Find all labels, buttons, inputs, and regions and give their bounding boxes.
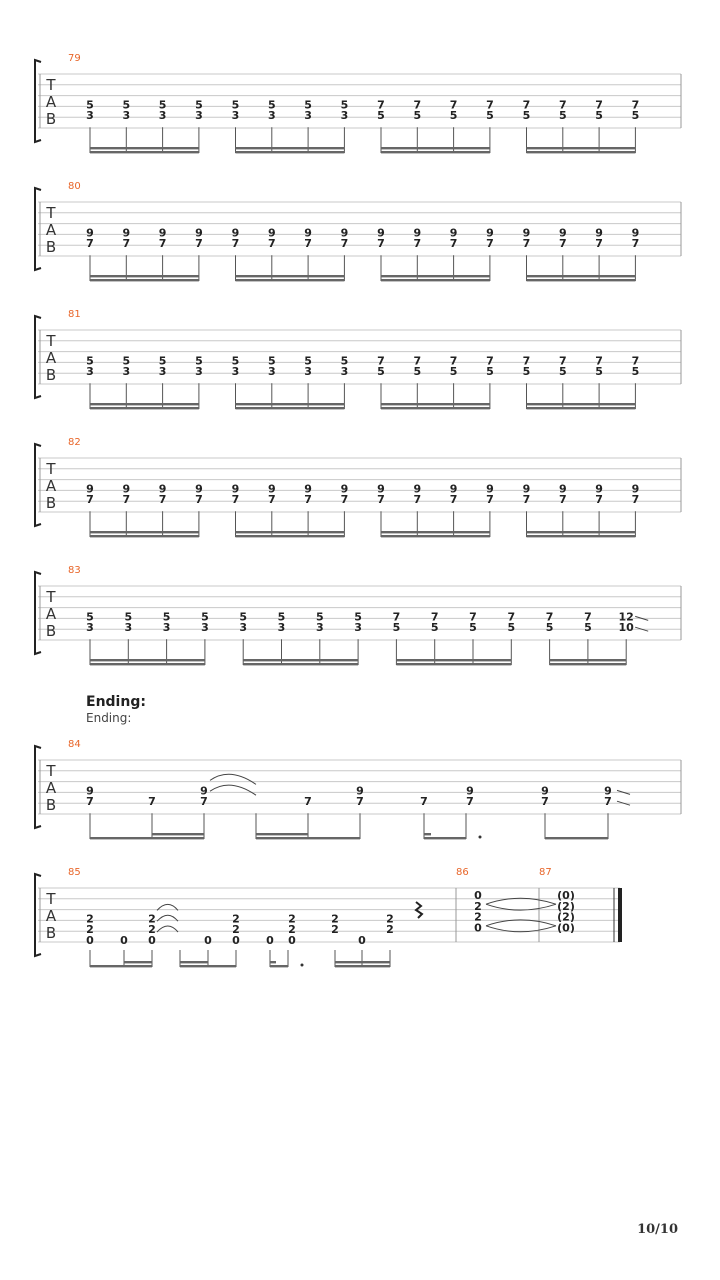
fret-number: 7 bbox=[158, 237, 167, 251]
fret-number: 7 bbox=[545, 610, 554, 624]
measure-number: 85 bbox=[68, 867, 81, 878]
fret-number: 7 bbox=[522, 237, 531, 251]
beam bbox=[124, 961, 152, 963]
beam bbox=[90, 147, 199, 149]
fret-number: (2) bbox=[557, 899, 575, 913]
fret-number: 9 bbox=[267, 482, 276, 496]
fret-number: 5 bbox=[631, 109, 640, 123]
fret-number: 7 bbox=[356, 795, 364, 809]
beam bbox=[243, 663, 358, 665]
fret-number: 5 bbox=[558, 365, 567, 379]
fret-number: 7 bbox=[122, 493, 131, 507]
fret-number: 5 bbox=[486, 109, 494, 123]
beam bbox=[90, 279, 199, 281]
fret-number: 3 bbox=[267, 109, 276, 123]
fret-number: 9 bbox=[356, 784, 364, 798]
fret-number: 3 bbox=[231, 109, 240, 123]
fret-number: 9 bbox=[595, 482, 603, 496]
fret-number: 12 bbox=[618, 610, 634, 624]
fret-number: 3 bbox=[304, 109, 312, 123]
fret-number: 2 bbox=[288, 923, 296, 937]
fret-number: 0 bbox=[148, 934, 156, 947]
fret-number: 10 bbox=[618, 621, 634, 635]
fret-number: 0 bbox=[204, 934, 212, 947]
fret-number: (0) bbox=[557, 889, 575, 902]
fret-number: 2 bbox=[331, 912, 339, 926]
fret-number: 5 bbox=[201, 610, 209, 624]
fret-number: 9 bbox=[195, 226, 203, 240]
fret-number: 7 bbox=[631, 354, 640, 368]
fret-number: 3 bbox=[162, 621, 171, 635]
measure-number: 80 bbox=[68, 181, 81, 192]
fret-number: 7 bbox=[195, 493, 203, 507]
tab-letter-t: T bbox=[46, 890, 56, 908]
fret-number: 0 bbox=[474, 921, 482, 935]
fret-number: 7 bbox=[413, 237, 422, 251]
beam bbox=[527, 407, 636, 409]
beam bbox=[381, 279, 490, 281]
beam bbox=[90, 837, 204, 839]
fret-number: 5 bbox=[449, 109, 458, 123]
fret-number: 5 bbox=[162, 610, 171, 624]
beam bbox=[396, 663, 511, 665]
fret-number: 5 bbox=[158, 98, 167, 112]
beam bbox=[180, 965, 236, 967]
tab-letter-a: A bbox=[45, 907, 57, 925]
beam bbox=[424, 833, 431, 835]
fret-number: 3 bbox=[195, 109, 203, 123]
fret-number: 7 bbox=[449, 354, 458, 368]
fret-number: 5 bbox=[631, 365, 640, 379]
fret-number: 7 bbox=[231, 237, 240, 251]
beam bbox=[527, 275, 636, 277]
fret-number: 5 bbox=[413, 109, 422, 123]
beam bbox=[550, 659, 627, 661]
beam bbox=[545, 837, 608, 839]
fret-number: 7 bbox=[267, 493, 276, 507]
beam bbox=[236, 531, 345, 533]
fret-number: 7 bbox=[558, 493, 567, 507]
fret-number: 9 bbox=[413, 226, 422, 240]
beam bbox=[381, 403, 490, 405]
fret-number: 7 bbox=[158, 493, 167, 507]
fret-number: 7 bbox=[466, 795, 474, 809]
beam bbox=[270, 965, 288, 967]
fret-number: 7 bbox=[86, 795, 94, 809]
fret-number: 7 bbox=[631, 237, 640, 251]
beam bbox=[527, 535, 636, 537]
fret-number: 7 bbox=[304, 795, 312, 809]
tab-letter-a: A bbox=[45, 349, 57, 367]
fret-number: 9 bbox=[413, 482, 422, 496]
fret-number: 5 bbox=[486, 365, 494, 379]
fret-number: 7 bbox=[507, 610, 516, 624]
section-title: Ending: bbox=[86, 694, 146, 710]
fret-number: 3 bbox=[86, 621, 94, 635]
measure-number: 82 bbox=[68, 437, 81, 448]
fret-number: 5 bbox=[231, 98, 240, 112]
fret-number: 3 bbox=[304, 365, 312, 379]
fret-number: 7 bbox=[595, 237, 603, 251]
fret-number: 2 bbox=[232, 912, 240, 926]
fret-number: 5 bbox=[377, 365, 385, 379]
beam bbox=[90, 151, 199, 153]
measure-number: 79 bbox=[68, 53, 81, 64]
tab-letter-b: B bbox=[45, 796, 57, 814]
fret-number: 7 bbox=[522, 354, 531, 368]
fret-number: 5 bbox=[449, 365, 458, 379]
tab-letter-a: A bbox=[45, 93, 57, 111]
tab-letter-b: B bbox=[45, 238, 57, 256]
measure-number: 84 bbox=[68, 739, 81, 750]
beam bbox=[243, 659, 358, 661]
fret-number: 7 bbox=[86, 493, 94, 507]
beam bbox=[527, 151, 636, 153]
fret-number: 7 bbox=[449, 98, 458, 112]
beam bbox=[236, 403, 345, 405]
fret-number: 5 bbox=[469, 621, 477, 635]
fret-number: 7 bbox=[304, 237, 312, 251]
fret-number: 7 bbox=[392, 610, 401, 624]
tab-letter-t: T bbox=[46, 588, 56, 606]
fret-number: 5 bbox=[124, 610, 133, 624]
beam bbox=[527, 403, 636, 405]
tab-letter-a: A bbox=[45, 779, 57, 797]
fret-number: 0 bbox=[474, 889, 482, 902]
fret-number: 7 bbox=[377, 237, 385, 251]
fret-number: 3 bbox=[340, 365, 349, 379]
fret-number: 5 bbox=[340, 354, 349, 368]
fret-number: 9 bbox=[122, 482, 131, 496]
fret-number: 7 bbox=[631, 98, 640, 112]
beam bbox=[381, 151, 490, 153]
beam bbox=[256, 833, 308, 835]
measure-number: 81 bbox=[68, 309, 81, 320]
measure-number: 87 bbox=[539, 867, 552, 878]
tab-letter-b: B bbox=[45, 622, 57, 640]
fret-number: 9 bbox=[304, 482, 312, 496]
fret-number: 9 bbox=[231, 226, 240, 240]
beam bbox=[381, 407, 490, 409]
fret-number: 0 bbox=[266, 934, 274, 947]
fret-number: 9 bbox=[595, 226, 603, 240]
beam bbox=[90, 663, 205, 665]
beam bbox=[335, 961, 390, 963]
fret-number: 7 bbox=[631, 493, 640, 507]
fret-number: 5 bbox=[413, 365, 422, 379]
fret-number: 3 bbox=[195, 365, 203, 379]
fret-number: 9 bbox=[86, 226, 94, 240]
fret-number: 5 bbox=[507, 621, 516, 635]
fret-number: 3 bbox=[239, 621, 248, 635]
fret-number: 5 bbox=[267, 354, 276, 368]
fret-number: 5 bbox=[195, 98, 203, 112]
fret-number: 2 bbox=[331, 923, 339, 937]
fret-number: 0 bbox=[232, 934, 240, 947]
fret-number: 9 bbox=[631, 226, 640, 240]
fret-number: 9 bbox=[558, 482, 567, 496]
measure-number: 86 bbox=[456, 867, 469, 878]
fret-number: 5 bbox=[122, 354, 131, 368]
fret-number: 7 bbox=[304, 493, 312, 507]
beam bbox=[335, 965, 390, 967]
dot bbox=[479, 836, 482, 839]
fret-number: 9 bbox=[604, 784, 612, 798]
fret-number: 7 bbox=[486, 98, 494, 112]
beam bbox=[236, 535, 345, 537]
beam bbox=[256, 837, 360, 839]
fret-number: 5 bbox=[231, 354, 240, 368]
fret-number: 7 bbox=[449, 493, 458, 507]
fret-number: 5 bbox=[304, 354, 312, 368]
fret-number: 5 bbox=[595, 109, 603, 123]
fret-number: 5 bbox=[304, 98, 312, 112]
fret-number: 5 bbox=[595, 365, 603, 379]
fret-number: 9 bbox=[541, 784, 549, 798]
fret-number: 7 bbox=[595, 493, 603, 507]
fret-number: 9 bbox=[631, 482, 640, 496]
fret-number: 2 bbox=[386, 912, 394, 926]
fret-number: 3 bbox=[201, 621, 209, 635]
tab-letter-b: B bbox=[45, 494, 57, 512]
beam bbox=[527, 147, 636, 149]
tie-arc bbox=[210, 785, 256, 795]
dot bbox=[301, 964, 304, 967]
fret-number: 7 bbox=[584, 610, 592, 624]
tab-letter-b: B bbox=[45, 366, 57, 384]
fret-number: 5 bbox=[558, 109, 567, 123]
fret-number: 9 bbox=[466, 784, 474, 798]
fret-number: 7 bbox=[558, 98, 567, 112]
fret-number: 7 bbox=[122, 237, 131, 251]
fret-number: 9 bbox=[195, 482, 203, 496]
fret-number: 5 bbox=[86, 610, 94, 624]
fret-number: 7 bbox=[430, 610, 439, 624]
fret-number: 7 bbox=[469, 610, 477, 624]
fret-number: 2 bbox=[474, 910, 482, 924]
fret-number: 5 bbox=[392, 621, 401, 635]
fret-number: 3 bbox=[86, 109, 94, 123]
beam bbox=[90, 659, 205, 661]
fret-number: 3 bbox=[122, 109, 131, 123]
fret-number: 3 bbox=[267, 365, 276, 379]
fret-number: 0 bbox=[288, 934, 296, 947]
fret-number: 7 bbox=[486, 354, 494, 368]
fret-number: 5 bbox=[267, 98, 276, 112]
fret-number: 2 bbox=[148, 912, 156, 926]
fret-number: 7 bbox=[595, 98, 603, 112]
section-subtitle: Ending: bbox=[86, 711, 132, 725]
fret-number: 5 bbox=[522, 365, 531, 379]
fret-number: 5 bbox=[522, 109, 531, 123]
fret-number: 7 bbox=[231, 493, 240, 507]
fret-number: (0) bbox=[557, 921, 575, 935]
fret-number: 2 bbox=[386, 923, 394, 937]
tab-letter-a: A bbox=[45, 221, 57, 239]
fret-number: 7 bbox=[449, 237, 458, 251]
fret-number: 3 bbox=[277, 621, 286, 635]
beam bbox=[90, 531, 199, 533]
fret-number: 9 bbox=[558, 226, 567, 240]
fret-number: 7 bbox=[267, 237, 276, 251]
beam bbox=[527, 531, 636, 533]
fret-number: 9 bbox=[231, 482, 240, 496]
fret-number: 7 bbox=[340, 493, 349, 507]
beam bbox=[180, 961, 208, 963]
fret-number: 5 bbox=[430, 621, 439, 635]
tab-letter-a: A bbox=[45, 477, 57, 495]
fret-number: 9 bbox=[304, 226, 312, 240]
page-number: 10/10 bbox=[637, 1222, 678, 1237]
fret-number: 7 bbox=[200, 795, 208, 809]
fret-number: 9 bbox=[267, 226, 276, 240]
tab-letter-b: B bbox=[45, 924, 57, 942]
fret-number: 2 bbox=[86, 923, 94, 937]
fret-number: 2 bbox=[232, 923, 240, 937]
fret-number: 7 bbox=[420, 795, 428, 809]
fret-number: 9 bbox=[158, 482, 167, 496]
fret-number: 9 bbox=[522, 226, 531, 240]
fret-number: 9 bbox=[340, 482, 349, 496]
fret-number: 5 bbox=[195, 354, 203, 368]
beam bbox=[90, 535, 199, 537]
fret-number: 9 bbox=[200, 784, 208, 798]
fret-number: 5 bbox=[377, 109, 385, 123]
fret-number: 9 bbox=[449, 226, 458, 240]
fret-number: 7 bbox=[541, 795, 549, 809]
fret-number: 7 bbox=[377, 98, 385, 112]
fret-number: 5 bbox=[86, 98, 94, 112]
tab-letter-t: T bbox=[46, 204, 56, 222]
fret-number: 7 bbox=[486, 237, 494, 251]
fret-number: 7 bbox=[486, 493, 494, 507]
fret-number: 5 bbox=[340, 98, 349, 112]
fret-number: 7 bbox=[413, 354, 422, 368]
fret-number: 7 bbox=[86, 237, 94, 251]
fret-number: 7 bbox=[413, 98, 422, 112]
fret-number: 5 bbox=[239, 610, 248, 624]
fret-number: 3 bbox=[158, 365, 167, 379]
beam bbox=[527, 279, 636, 281]
fret-number: 7 bbox=[377, 493, 385, 507]
beam bbox=[381, 531, 490, 533]
fret-number: 9 bbox=[449, 482, 458, 496]
beam bbox=[90, 407, 199, 409]
beam bbox=[270, 961, 276, 963]
fret-number: 3 bbox=[124, 621, 133, 635]
fret-number: 3 bbox=[231, 365, 240, 379]
fret-number: 2 bbox=[474, 899, 482, 913]
fret-number: 2 bbox=[86, 912, 94, 926]
beam bbox=[236, 151, 345, 153]
beam bbox=[396, 659, 511, 661]
beam bbox=[424, 837, 466, 839]
fret-number: 7 bbox=[195, 237, 203, 251]
fret-number: 7 bbox=[522, 493, 531, 507]
fret-number: 7 bbox=[558, 354, 567, 368]
beam bbox=[381, 275, 490, 277]
fret-number: 7 bbox=[558, 237, 567, 251]
fret-number: 5 bbox=[354, 610, 362, 624]
fret-number: 0 bbox=[358, 934, 366, 947]
fret-number: 5 bbox=[315, 610, 324, 624]
fret-number: 2 bbox=[148, 923, 156, 937]
final-barline-thick bbox=[618, 888, 622, 942]
tab-letter-t: T bbox=[46, 460, 56, 478]
fret-number: 9 bbox=[486, 482, 494, 496]
fret-number: 0 bbox=[120, 934, 128, 947]
fret-number: 3 bbox=[122, 365, 131, 379]
fret-number: 9 bbox=[86, 784, 94, 798]
fret-number: 0 bbox=[86, 934, 94, 947]
fret-number: 9 bbox=[86, 482, 94, 496]
beam bbox=[152, 833, 204, 835]
tab-letter-t: T bbox=[46, 76, 56, 94]
fret-number: 5 bbox=[122, 98, 131, 112]
tie-arc bbox=[210, 774, 256, 784]
fret-number: 3 bbox=[86, 365, 94, 379]
fret-number: 5 bbox=[158, 354, 167, 368]
fret-number: 9 bbox=[522, 482, 531, 496]
fret-number: 5 bbox=[277, 610, 286, 624]
tab-letter-t: T bbox=[46, 332, 56, 350]
fret-number: 3 bbox=[340, 109, 349, 123]
fret-number: (2) bbox=[557, 910, 575, 924]
tab-letter-a: A bbox=[45, 605, 57, 623]
fret-number: 9 bbox=[158, 226, 167, 240]
fret-number: 9 bbox=[486, 226, 494, 240]
fret-number: 7 bbox=[377, 354, 385, 368]
beam bbox=[381, 147, 490, 149]
fret-number: 7 bbox=[340, 237, 349, 251]
fret-number: 3 bbox=[158, 109, 167, 123]
measure-number: 83 bbox=[68, 565, 81, 576]
fret-number: 7 bbox=[604, 795, 612, 809]
tab-letter-b: B bbox=[45, 110, 57, 128]
beam bbox=[236, 275, 345, 277]
fret-number: 9 bbox=[377, 226, 385, 240]
fret-number: 9 bbox=[122, 226, 131, 240]
fret-number: 7 bbox=[413, 493, 422, 507]
fret-number: 2 bbox=[288, 912, 296, 926]
beam bbox=[90, 403, 199, 405]
fret-number: 3 bbox=[315, 621, 324, 635]
beam bbox=[381, 535, 490, 537]
fret-number: 9 bbox=[377, 482, 385, 496]
beam bbox=[90, 965, 152, 967]
fret-number: 5 bbox=[584, 621, 592, 635]
tab-letter-t: T bbox=[46, 762, 56, 780]
fret-number: 7 bbox=[595, 354, 603, 368]
fret-number: 9 bbox=[340, 226, 349, 240]
fret-number: 5 bbox=[86, 354, 94, 368]
beam bbox=[90, 275, 199, 277]
fret-number: 7 bbox=[148, 795, 156, 809]
fret-number: 7 bbox=[522, 98, 531, 112]
beam bbox=[236, 147, 345, 149]
beam bbox=[236, 407, 345, 409]
beam bbox=[550, 663, 627, 665]
fret-number: 3 bbox=[354, 621, 362, 635]
beam bbox=[236, 279, 345, 281]
fret-number: 5 bbox=[545, 621, 554, 635]
